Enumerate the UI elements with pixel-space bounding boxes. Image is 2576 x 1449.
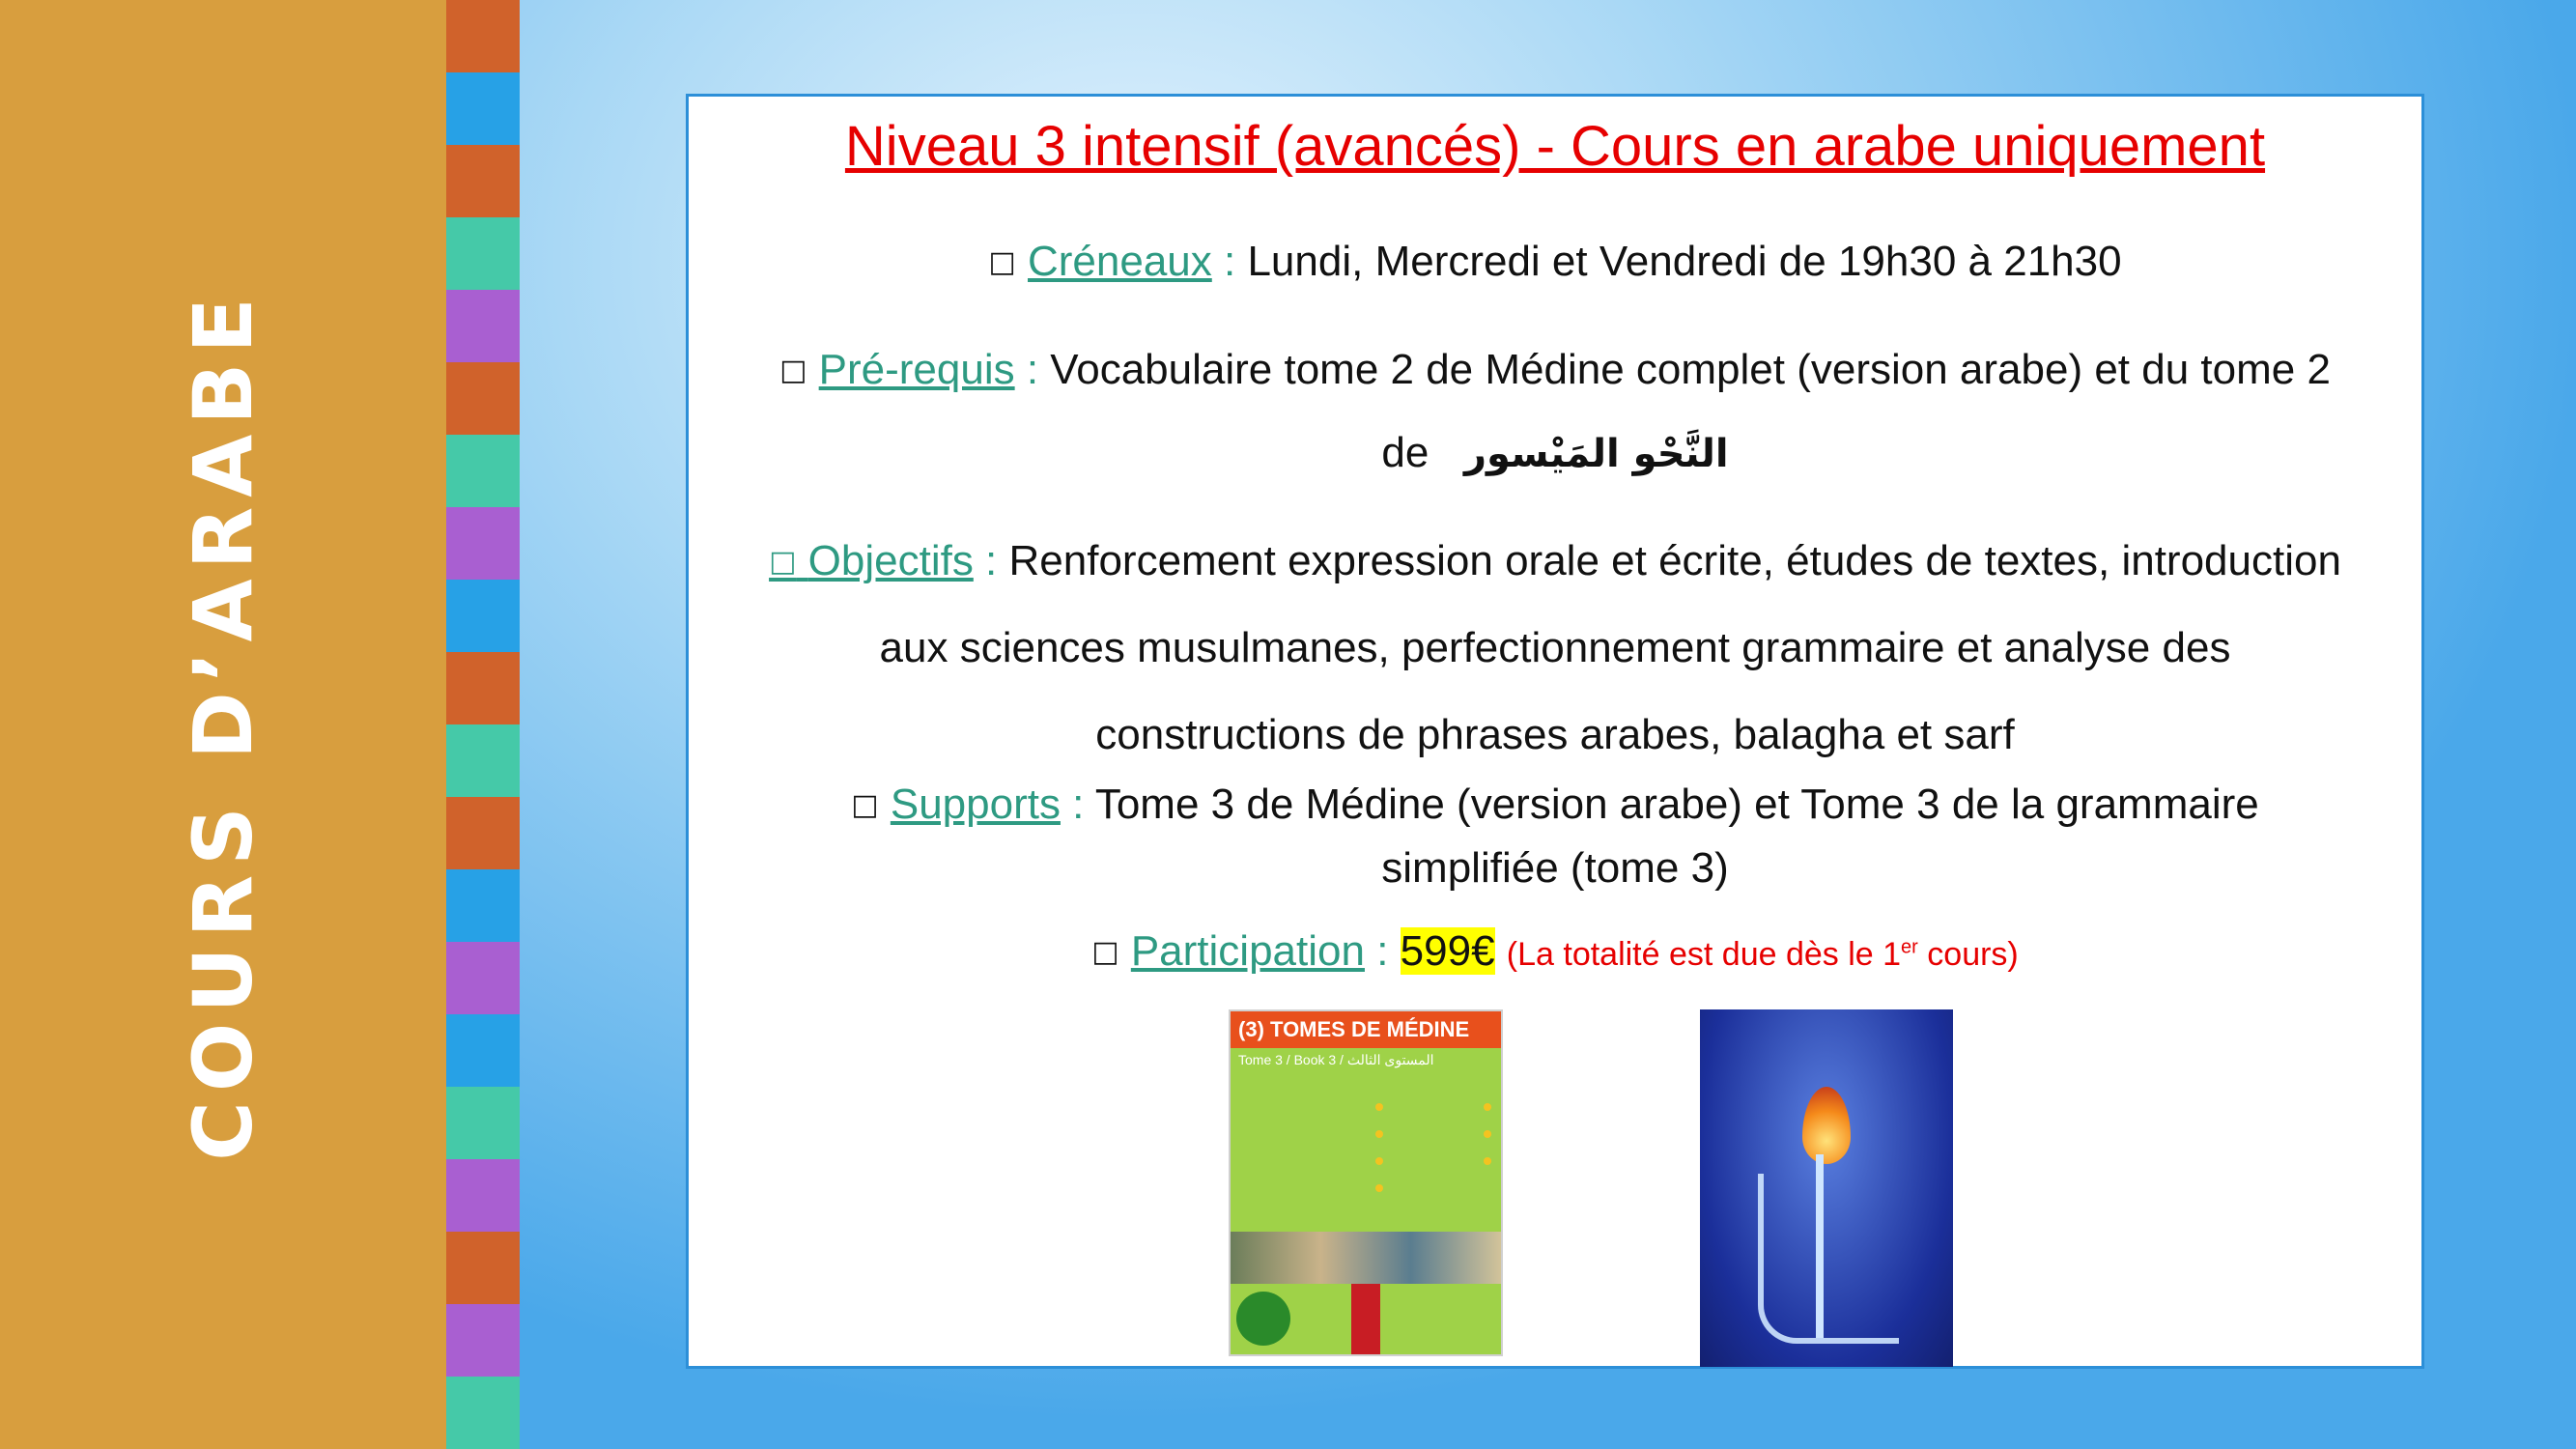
book-cover-calligraphy [1700,1009,1953,1367]
supports-text: Tome 3 de Médine (version arabe) et Tome 3 de la grammaire [1084,781,2259,828]
color-stripe [446,1159,520,1232]
prerequis-line-2 [689,429,2421,477]
color-stripe [446,580,520,652]
arabic-book-title: النَّحْو المَيْسور [1464,432,1729,476]
color-stripe [446,942,520,1014]
supports-label: Supports [890,781,1061,828]
creneaux-line: □ Créneaux : Lundi, Mercredi et Vendredi de 19h30 à 21h30 [988,238,2122,285]
prerequis-line: □ Pré-requis : Vocabulaire tome 2 de Médine complet (version arabe) et du tome 2 [779,346,2331,393]
color-stripe [446,652,520,724]
book-cover-medine [1229,1009,1503,1356]
color-stripe [446,1304,520,1377]
color-stripe [446,1087,520,1159]
emblem-icon [1236,1292,1290,1346]
objectifs-text: Renforcement expression orale et écrite, études de textes, introduction [997,537,2341,584]
payment-note: (La totalité est due dès le 1er cours) [1506,936,2019,973]
objectifs-line: □ Objectifs : Renforcement expression orale et écrite, études de textes, introduction [769,537,2341,584]
content-panel [686,94,2424,1369]
bullet-icon: □ [988,245,1016,279]
color-stripe [446,724,520,797]
color-stripe [446,0,520,72]
sidebar [0,0,446,1449]
course-title: Niveau 3 intensif (avancés) - Cours en arabe uniquement [844,115,2266,178]
candle-flame-icon [1802,1087,1851,1164]
supports-line: □ Supports : Tome 3 de Médine (version arabe) et Tome 3 de la grammaire [851,781,2259,828]
course-title-line [689,114,2421,179]
color-stripe [446,797,520,869]
book-subtitle: Tome 3 / Book 3 / المستوى الثالث [1238,1052,1434,1067]
objectifs-label: □ Objectifs [769,537,974,584]
color-stripes [446,0,520,1449]
participation-label: Participation [1130,927,1365,975]
color-stripe [446,869,520,942]
color-stripe [446,145,520,217]
bullet-icon: □ [851,788,879,822]
color-stripe [446,290,520,362]
mosque-photo [1231,1232,1501,1284]
color-stripe [446,435,520,507]
book-title: (3) TOMES DE MÉDINE [1231,1011,1501,1048]
bullet-icon: □ [769,545,797,579]
creneaux-label: Créneaux [1028,238,1212,285]
prerequis-text: Vocabulaire tome 2 de Médine complet (version arabe) et du tome 2 [1038,346,2331,393]
objectifs-line-2: aux sciences musulmanes, perfectionnement grammaire et analyse des [879,624,2231,671]
bullet-icon: □ [1091,935,1119,969]
sidebar-title: COURS D’ARABE [176,288,270,1161]
price: 599€ [1400,927,1495,975]
supports-line-2: simplifiée (tome 3) [1381,844,1729,892]
color-stripe [446,72,520,145]
spine-logo [1351,1284,1380,1354]
prerequis-text-2: de [1381,429,1430,476]
color-stripe [446,1014,520,1087]
objectifs-line-3: constructions de phrases arabes, balagha et sarf [1095,711,2015,758]
color-stripe [446,1377,520,1449]
prerequis-label: Pré-requis [818,346,1015,393]
bullet-icon: □ [779,354,807,387]
color-stripe [446,1232,520,1304]
color-stripe [446,507,520,580]
participation-line: □ Participation : 599€ (La totalité est due dès le 1er cours) [1091,927,2019,975]
creneaux-text: Lundi, Mercredi et Vendredi de 19h30 à 21h30 [1235,238,2122,285]
calligraphy-shape [1758,1174,1899,1344]
color-stripe [446,217,520,290]
color-stripe [446,362,520,435]
